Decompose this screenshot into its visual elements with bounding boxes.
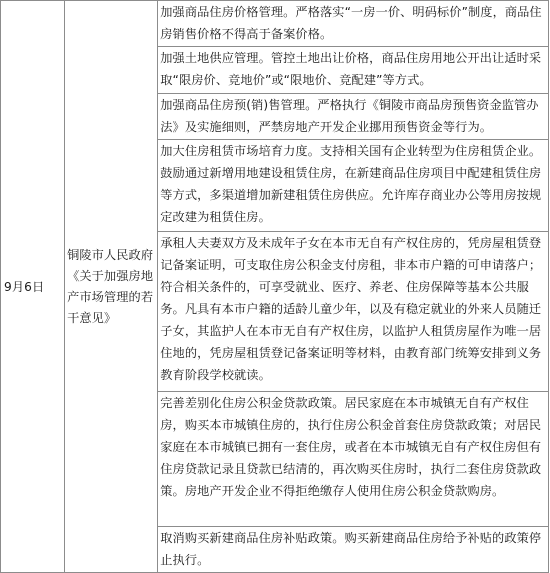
policy-item: 加强商品住房价格管理。严格落实“一房一价、明码标价”制度，商品住房销售价格不得高于备案价格。: [158, 1, 549, 47]
policy-item: 加强土地供应管理。管控土地出让价格，商品住房用地公开出让适时采取“限房价、竞地价”或“限地价、竞配建”等方式。: [158, 47, 549, 93]
policy-item: 加强商品住房预(销)售管理。严格执行《铜陵市商品房预售资金监管办法》及实施细则，严禁房地产开发企业挪用预售资金等行为。: [158, 93, 549, 139]
policy-item: 取消购买新建商品住房补贴政策。购买新建商品住房给予补贴的政策停止执行。: [158, 526, 549, 572]
policy-item: 加大住房租赁市场培育力度。支持相关国有企业转型为住房租赁企业。鼓励通过新增用地建设租赁住房，在新建商品住房项目中配建租赁住房等方式，多渠道增加新建租赁住房供应。允许库存商业办公等用房按规定改建为租赁住房。: [158, 140, 549, 232]
table-row: [1, 1, 549, 47]
date-cell: 9月6日: [1, 1, 65, 573]
policy-item: 承租人夫妻双方及未成年子女在本市无自有产权住房的，凭房屋租赁登记备案证明，可支取住房公积金支付房租，非本市户籍的可申请落户；符合相关条件的，可享受就业、医疗、养老、住房保障等基本公共服务。凡具有本市户籍的适龄儿童少年，以及有稳定就业的外来人员随迁子女，其监护人在本市无自有产权住房，以监护人租赁房屋作为唯一居住地的，凭房屋租赁登记备案证明等材料，由教育部门统筹安排到义务教育阶段学校就读。: [158, 231, 549, 391]
issuer-cell: 铜陵市人民政府《关于加强房地产市场管理的若干意见》: [65, 1, 158, 573]
policy-item: 完善差别化住房公积金贷款政策。居民家庭在本市城镇无自有产权住房，购买本市城镇住房的，执行住房公积金首套住房贷款政策；对居民家庭在本市城镇已拥有一套住房，或者在本市城镇无自有产权住房但有住房贷款记录且贷款已结清的，再次购买住房时，执行二套住房贷款政策。房地产开发企业不得拒绝缴存人使用住房公积金贷款购房。: [158, 391, 549, 526]
